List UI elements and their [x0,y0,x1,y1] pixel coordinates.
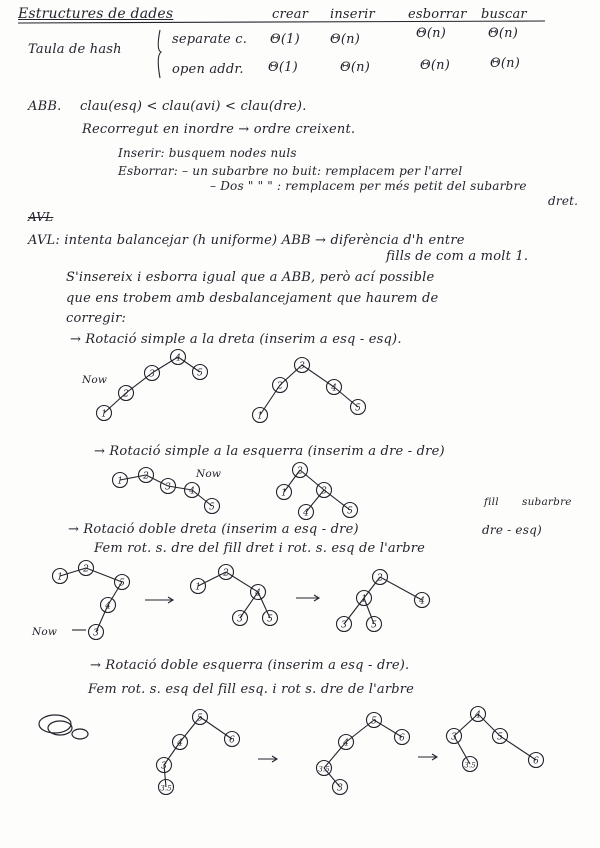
tree-node-label: 2 [83,564,89,575]
tree-node [193,365,208,380]
tree-node [463,757,478,772]
tree-node-label: 1 [57,572,63,583]
tree-node [79,561,94,576]
tree-node [113,473,128,488]
hash-cost: Θ(1) [270,32,300,47]
tree-node [327,380,342,395]
abb-line4c: dret. [548,194,579,208]
tree-node [171,350,186,365]
abb-line4b: – Dos " " " : remplacem per més petit del subarbre [210,179,527,193]
tree-node [373,570,388,585]
tree-node [115,575,130,590]
hash-label: Taula de hash [28,42,122,57]
rotation-simple-right: → Rotació simple a la dreta (inserim a esq - esq). [70,332,402,347]
tree-node-label: 4 [177,738,183,749]
tree-node [395,730,410,745]
tree-node [367,713,382,728]
tree-node-label: 1 [101,409,107,420]
tree-node [273,378,288,393]
tree-node [277,485,292,500]
tree-node [205,499,220,514]
tree-node-label: 4 [303,508,309,519]
tree-node-label: 1 [195,582,201,593]
tree-node-label: 5 [267,614,273,625]
tree-node [185,483,200,498]
tree-node-label: 5 [209,502,215,513]
hash-cost: Θ(n) [420,58,450,73]
tree-node [337,617,352,632]
cost-header-crear: crear [272,7,309,22]
tree-node-label: 3 [451,732,457,743]
tree-node [251,585,266,600]
tree-node-label: 3 [321,486,327,497]
tree-node-label: 3 [299,361,305,372]
annotation-now: Now [82,374,108,386]
tree-node [447,729,462,744]
tree-edge [198,572,226,586]
tree-node-label: 5 [371,620,377,631]
avl-line1: AVL: intenta balancejar (h uniforme) ABB → diferència d'h entre [28,233,465,248]
tree-node [173,735,188,750]
tree-node [493,729,508,744]
tree-node-label: 1 [117,476,123,487]
rotation-simple-left: → Rotació simple a la esquerra (inserim a dre - dre) [94,444,445,459]
tree-node-label: 5 [197,713,203,724]
tree-node [119,386,134,401]
tree-edge [200,717,232,739]
tree-node-label: 3 [237,614,243,625]
tree-node [145,366,160,381]
tree-edge [324,490,350,510]
tree-node-label: 3 [337,783,343,794]
avl-line4: que ens trobem amb desbalancejament que haurem de [66,291,439,306]
tree-node [191,579,206,594]
annotation-subarbre: subarbre [522,496,572,508]
tree-node [161,479,176,494]
tree-node-label: 3 [93,628,99,639]
tree-node [263,611,278,626]
tree-node [367,617,382,632]
rotation-double-right: → Rotació doble dreta (inserim a esq - dre) [68,522,359,537]
tree-node-label: 4 [189,486,195,497]
hash-cost: Θ(n) [490,56,520,71]
tree-node [339,735,354,750]
tree-node-label: 6 [399,733,405,744]
tree-node-label: 5 [347,506,353,517]
tree-node-label: 3 [149,369,155,380]
tree-node [295,358,310,373]
tree-node [225,732,240,747]
tree-node-label: 1 [361,594,367,605]
tree-node-label: 3.5 [160,784,172,793]
tree-node [219,565,234,580]
tree-node [415,593,430,608]
hash-cost: Θ(n) [416,26,446,41]
avl-line5: corregir: [66,311,127,326]
tree-edge [86,568,122,582]
tree-edge [126,373,152,393]
tree-node [529,753,544,768]
tree-node-label: 2 [123,389,129,400]
tree-node-label: 3.5 [318,765,330,774]
tree-node-label: 5 [197,368,203,379]
tree-node-label: 2 [377,573,383,584]
annotation-now: Now [32,626,58,638]
tree-node-label: 1 [257,411,263,422]
tree-node-label: 4 [419,596,425,607]
heading: Estructures de dades [18,6,174,22]
abb-line3: Inserir: busquem nodes nuls [118,146,297,160]
scribble-icon [39,715,88,739]
hash-cost: Θ(n) [488,26,518,41]
tree-edge [374,720,402,737]
hash-row-open: open addr. [172,62,244,77]
avl-line2: fills de com a molt 1. [386,249,529,264]
tree-node-label: 1 [281,488,287,499]
rotation-double-right-sub: Fem rot. s. dre del fill dret i rot. s. esq de l'arbre [94,541,426,556]
abb-line1: clau(esq) < clau(avi) < clau(dre). [80,99,307,114]
tree-node [139,468,154,483]
tree-node-label: 4 [331,383,337,394]
tree-node [343,503,358,518]
cost-header-inserir: inserir [330,7,375,22]
tree-node-label: 3 [161,761,167,772]
tree-node-label: 4 [105,601,111,612]
tree-node-label: 2 [143,471,149,482]
tree-node [357,591,372,606]
tree-node-label: 4 [255,588,261,599]
tree-edge [226,572,258,592]
tree-node-label: 2 [223,568,229,579]
tree-node [299,505,314,520]
tree-node [293,463,308,478]
tree-node [253,408,268,423]
tree-node [89,625,104,640]
abb-line2: Recorregut en inordre → ordre creixent. [82,122,356,137]
tree-node-label: 4 [475,710,481,721]
tree-node-label: 5 [355,403,361,414]
tree-node [97,406,112,421]
tree-node-label: 3 [165,482,171,493]
tree-node [471,707,486,722]
annotation-dre-esq: dre - esq) [482,523,542,537]
tree-node-label: 3 [341,620,347,631]
hash-cost: Θ(1) [268,60,298,75]
cost-header-buscar: buscar [481,7,527,22]
avl-line3: S'insereix i esborra igual que a ABB, però ací possible [66,270,435,285]
tree-node-label: 3.5 [464,761,476,770]
tree-node-label: 5 [371,716,377,727]
tree-node-label: 2 [297,466,303,477]
tree-node [157,758,172,773]
hash-cost: Θ(n) [340,60,370,75]
tree-node-label: 5 [119,578,125,589]
tree-node [101,598,116,613]
tree-edge [500,736,536,760]
abb-label: ABB. [28,99,62,114]
tree-node-label: 4 [343,738,349,749]
tree-edge [152,357,178,373]
avl-label: AVL [28,210,54,224]
tree-edge [302,365,334,387]
abb-line4a: Esborrar: – un subarbre no buit: remplacem per l'arrel [118,164,463,178]
hash-row-separate: separate c. [172,32,248,47]
tree-node [193,710,208,725]
tree-node-label: 4 [175,353,181,364]
cost-header-esborrar: esborrar [408,7,467,22]
tree-edge [346,720,374,742]
tree-node-label: 6 [229,735,235,746]
tree-node [333,780,348,795]
hash-cost: Θ(n) [330,32,360,47]
tree-node [317,483,332,498]
rotation-double-left: → Rotació doble esquerra (inserim a esq - dre). [90,658,410,673]
tree-node-label: 2 [277,381,283,392]
tree-node [53,569,68,584]
tree-node [351,400,366,415]
tree-edge [120,475,146,480]
tree-node-label: 6 [533,756,539,767]
tree-node-label: 5 [497,732,503,743]
tree-node [317,761,332,776]
rotation-double-left-sub: Fem rot. s. esq del fill esq. i rot s. dre de l'arbre [88,682,415,697]
tree-node [233,611,248,626]
annotation-fill: fill [484,496,499,508]
annotation-now: Now [196,468,222,480]
